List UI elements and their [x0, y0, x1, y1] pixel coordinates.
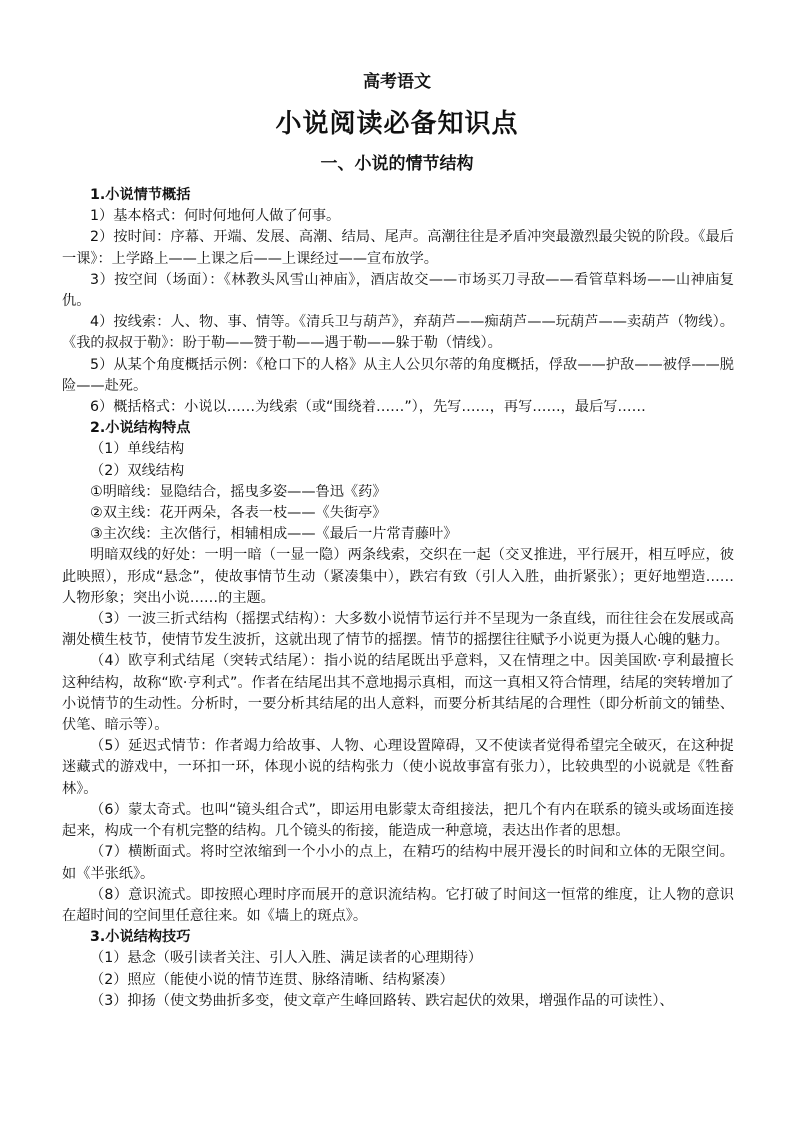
subheading-plot-summary: 1.小说情节概括	[90, 187, 191, 203]
document-body	[62, 185, 734, 1012]
list-item: （2）双线结构	[90, 462, 185, 479]
section-title: 一、小说的情节结构	[320, 154, 474, 174]
doc-title: 小说阅读必备知识点	[275, 109, 519, 139]
subheading-structure-techniques: 3.小说结构技巧	[90, 929, 191, 946]
paragraph: （4）欧亨利式结尾（突转式结尾）：指小说的结尾既出乎意料，又在情理之中。因美国欧·亨利最擅长这种结构，故称“欧·亨利式”。作者在结尾出其不意地揭示真相，而这一真相又符合情理，结尾的突转增加了小说情节的生动性。分析时，一要分析其结尾的出人意料，而要分析其结尾的合理性（即分析前文的铺垫、伏笔、暗示等）。	[62, 653, 734, 734]
paragraph: 1）基本格式：何时何地何人做了何事。	[90, 208, 341, 225]
list-item: ③主次线：主次偕行，相辅相成——《最后一片常青藤叶》	[90, 526, 458, 543]
doc-category: 高考语文	[363, 72, 431, 92]
paragraph: （8）意识流式。即按照心理时序而展开的意识流结构。它打破了时间这一恒常的维度，让人物的意识在超时间的空间里任意往来。如《墙上的斑点》。	[62, 886, 734, 924]
paragraph: 明暗双线的好处：一明一暗（一显一隐）两条线索，交织在一起（交叉推进，平行展开，相互呼应，彼此映照），形成“悬念”，使故事情节生动（紧凑集中），跌宕有致（引人入胜，曲折紧张）；更好地塑造……人物形象；突出小说……的主题。	[62, 547, 734, 606]
paragraph: （3）抑扬（使文势曲折多变，使文章产生峰回路转、跌宕起伏的效果，增强作品的可读性）、	[90, 992, 674, 1009]
list-item: ①明暗线：显隐结合，摇曳多姿——鲁迅《药》	[90, 483, 387, 500]
paragraph: （3）一波三折式结构（摇摆式结构）：大多数小说情节运行并不呈现为一条直线，而往往会在发展或高潮处横生枝节，使情节发生波折，这就出现了情节的摇摆。情节的摇摆往往赋予小说更为摄人心魄的魅力。	[62, 611, 734, 649]
list-item: （2）照应（能使小说的情节连贯、脉络清晰、结构紧凑）	[90, 971, 454, 988]
list-item: ②双主线：花开两朵，各表一枝——《失街亭》	[90, 505, 387, 522]
paragraph: 2）按时间：序幕、开端、发展、高潮、结局、尾声。高潮往往是矛盾冲突最激烈最尖锐的阶段。《最后一课》：上学路上——上课之后——上课经过——宣布放学。	[62, 229, 734, 267]
paragraph: （5）延迟式情节：作者竭力给故事、人物、心理设置障碍，又不使读者觉得希望完全破灭，在这种捉迷藏式的游戏中，一环扣一环，体现小说的结构张力（使小说故事富有张力），比较典型的小说就是《牲畜林》。	[62, 738, 734, 797]
paragraph: 4）按线索：人、物、事、情等。《清兵卫与葫芦》，弃葫芦——痴葫芦——玩葫芦——卖葫芦（物线）。《我的叔叔于勒》：盼于勒——赞于勒——遇于勒——躲于勒（情线）。	[62, 314, 734, 352]
paragraph: 6）概括格式：小说以……为线索（或“围绕着……”），先写……，再写……，最后写……	[90, 399, 646, 416]
list-item: （1）悬念（吸引读者关注、引人入胜、满足读者的心理期待）	[90, 950, 483, 967]
paragraph: 5）从某个角度概括示例：《枪口下的人格》从主人公贝尔蒂的角度概括，俘敌——护敌——被俘——脱险——赴死。	[62, 356, 734, 394]
subheading-structure-features: 2.小说结构特点	[90, 420, 191, 437]
paragraph: （7）横断面式。将时空浓缩到一个小小的点上，在精巧的结构中展开漫长的时间和立体的无限空间。如《半张纸》。	[62, 844, 734, 882]
list-item: （1）单线结构	[90, 441, 185, 458]
paragraph: （6）蒙太奇式。也叫“镜头组合式”，即运用电影蒙太奇组接法，把几个有内在联系的镜头或场面连接起来，构成一个有机完整的结构。几个镜头的衔接，能造成一种意境，表达出作者的思想。	[62, 801, 734, 840]
paragraph: 3）按空间（场面）：《林教头风雪山神庙》，酒店故交——市场买刀寻敌——看管草料场——山神庙复仇。	[62, 271, 734, 310]
